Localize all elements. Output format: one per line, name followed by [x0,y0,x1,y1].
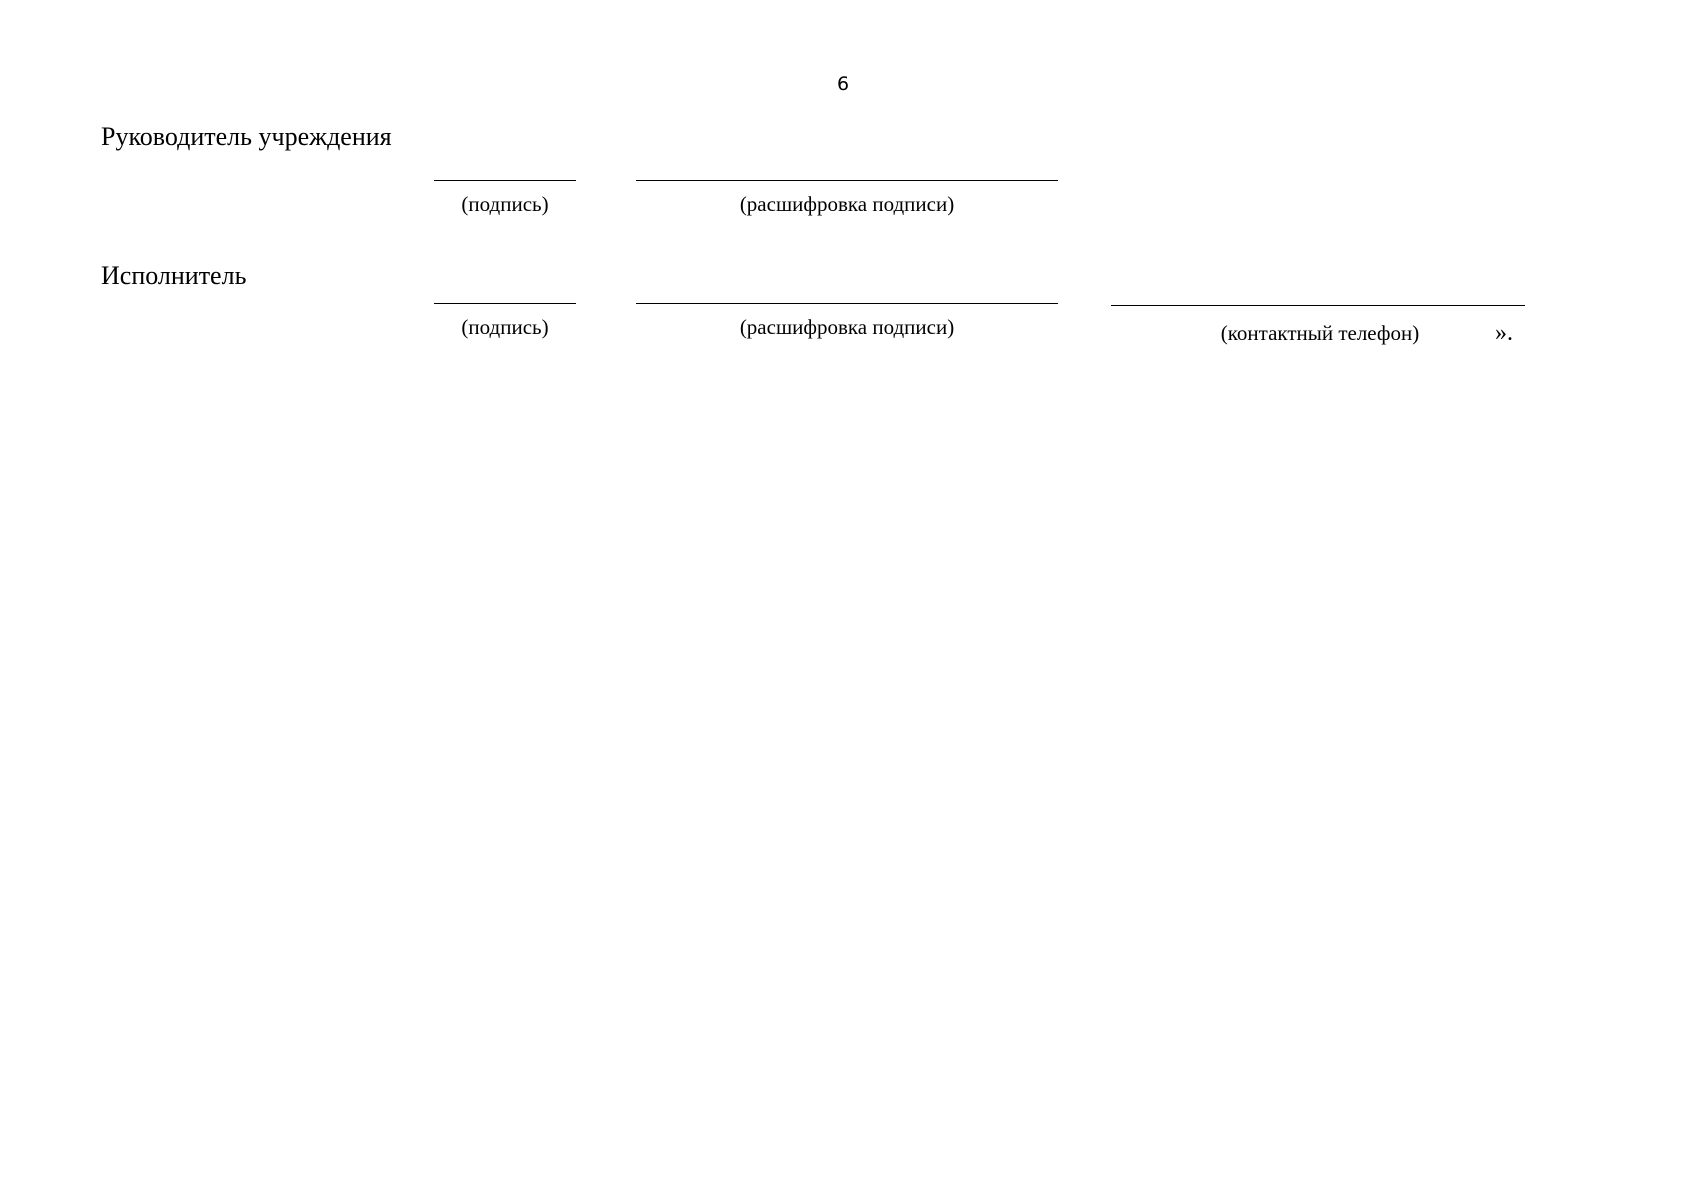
signature-decoding-caption: (расшифровка подписи) [739,315,955,339]
signature-decoding-line [636,180,1058,181]
signature-decoding-line [636,303,1058,304]
closing-quote: ». [1495,320,1513,346]
signature-caption: (подпись) [461,192,549,216]
role-executor: Исполнитель [101,261,247,290]
page-number: 6 [836,73,850,95]
contact-phone-line [1111,305,1525,306]
role-head-of-institution: Руководитель учреждения [101,122,392,151]
contact-phone-caption: (контактный телефон) [1220,321,1420,345]
signature-line [434,303,576,304]
signature-decoding-caption: (расшифровка подписи) [739,192,955,216]
signature-line [434,180,576,181]
signature-caption: (подпись) [461,315,549,339]
